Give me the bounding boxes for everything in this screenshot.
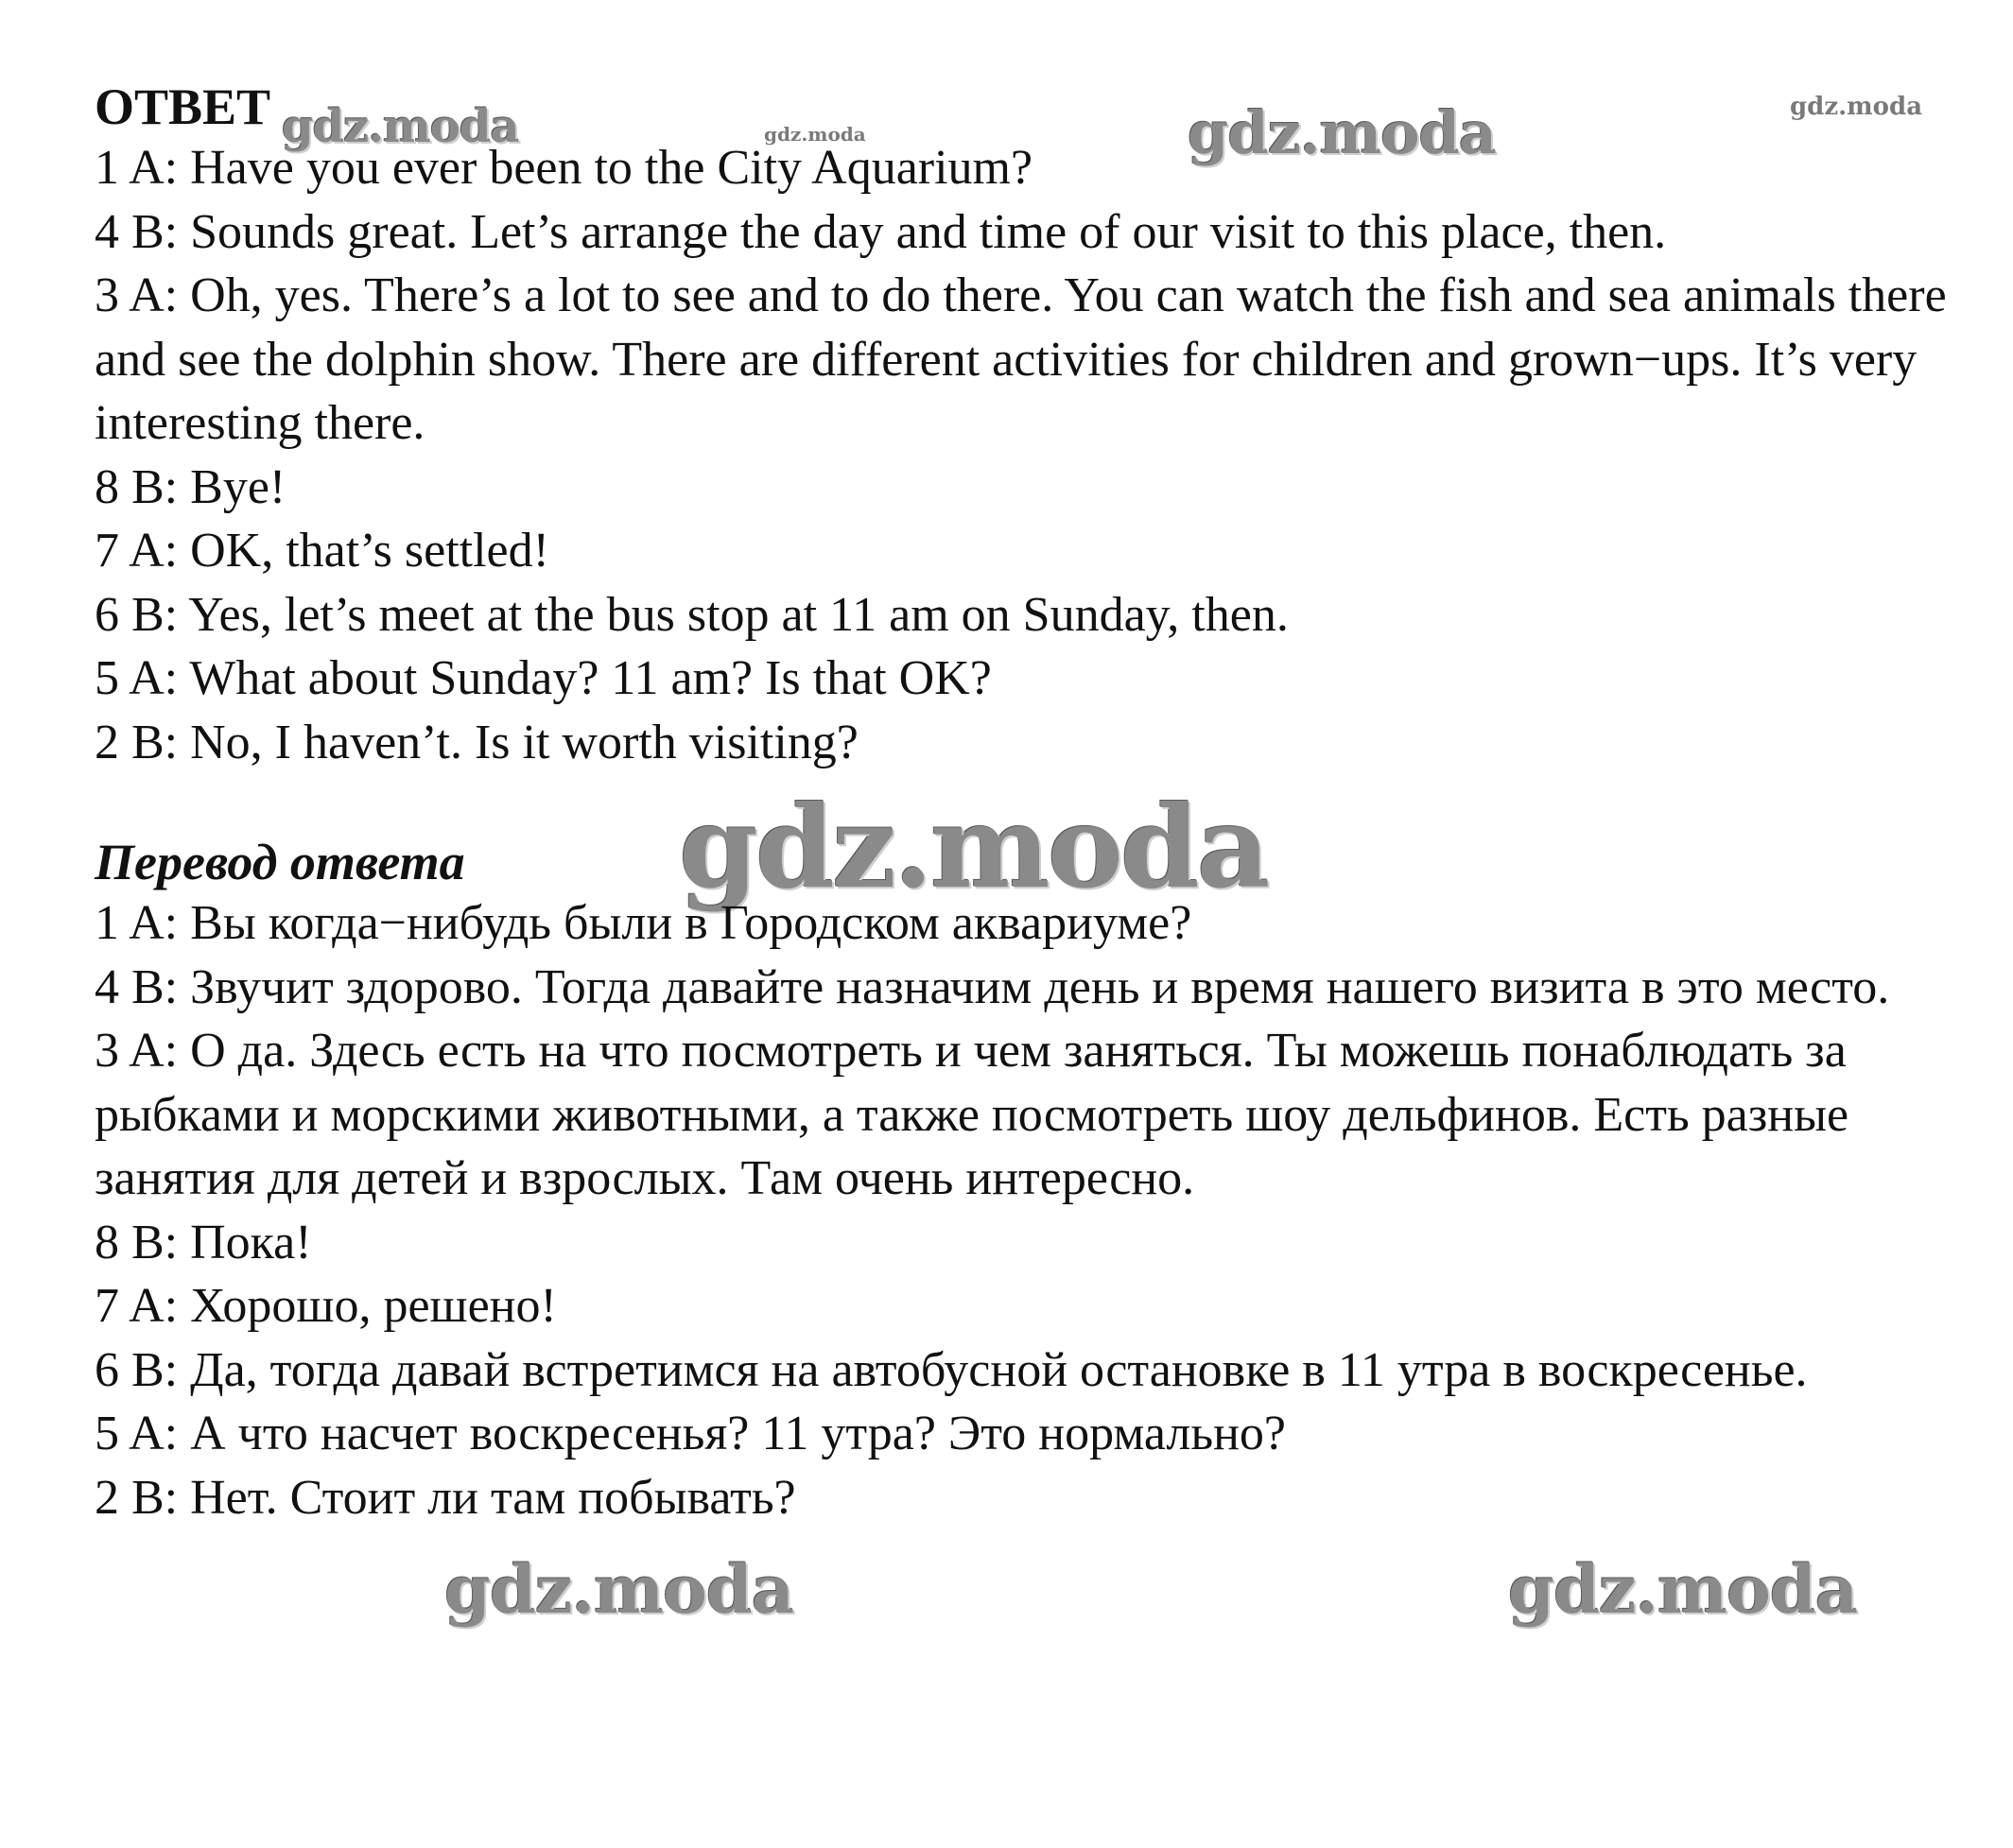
section-gap — [95, 774, 1967, 833]
translation-line-3: 3 A: О да. Здесь есть на что посмотреть и чем заняться. Ты можешь понаблюдать за рыбками и морскими животными, а также посмотреть шоу дельфинов. Есть разные занятия для детей и взрослых. Там очень интересно. — [95, 1024, 1849, 1205]
answer-line-2: 2 B: No, I haven’t. Is it worth visiting? — [95, 715, 859, 769]
translation-section — [95, 833, 1967, 1529]
watermark-middle-large: gdz.moda — [679, 781, 1268, 914]
answer-line-1: 1 A: Have you ever been to the City Aquarium? — [95, 141, 1033, 195]
translation-line-7: 7 A: Хорошо, решено! — [95, 1279, 557, 1333]
translation-heading: Перевод ответа — [95, 834, 465, 890]
answer-line-7: 7 A: OK, that’s settled! — [95, 524, 549, 578]
answer-line-4: 4 B: Sounds great. Let’s arrange the day and time of our visit to this place, then. — [95, 204, 1667, 259]
answer-line-3: 3 A: Oh, yes. There’s a lot to see and to do there. You can watch the fish and sea animals there and see the dolphin show. There are different activities for children and grown−ups. It’s very interesting there. — [95, 268, 1947, 450]
watermark-bottom-left: gdz.moda — [444, 1550, 794, 1629]
answer-section — [95, 78, 1967, 774]
translation-line-8: 8 B: Пока! — [95, 1215, 312, 1269]
watermark-top-center: gdz.moda — [1188, 98, 1496, 167]
answer-line-6: 6 B: Yes, let’s meet at the bus stop at 11 am on Sunday, then. — [95, 587, 1289, 642]
translation-line-6: 6 B: Да, тогда давай встретимся на автобусной остановке в 11 утра в воскресенье. — [95, 1342, 1808, 1397]
translation-line-4: 4 B: Звучит здорово. Тогда давайте назначим день и время нашего визита в это место. — [95, 959, 1890, 1014]
watermark-bottom-right: gdz.moda — [1508, 1550, 1858, 1629]
document-page — [95, 78, 1967, 1529]
answer-line-5: 5 A: What about Sunday? 11 am? Is that OK? — [95, 651, 992, 705]
answer-line-8: 8 B: Bye! — [95, 459, 286, 514]
watermark-top-left: gdz.moda — [282, 100, 519, 153]
answer-heading: ОТВЕТ — [95, 78, 271, 135]
translation-line-1: 1 A: Вы когда−нибудь были в Городском аквариуме? — [95, 896, 1192, 950]
translation-line-2: 2 B: Нет. Стоит ли там побывать? — [95, 1470, 796, 1525]
watermark-top-small: gdz.moda — [764, 123, 866, 146]
watermark-top-right: gdz.moda — [1790, 93, 1923, 121]
translation-line-5: 5 A: А что насчет воскресенья? 11 утра? Это нормально? — [95, 1407, 1286, 1460]
